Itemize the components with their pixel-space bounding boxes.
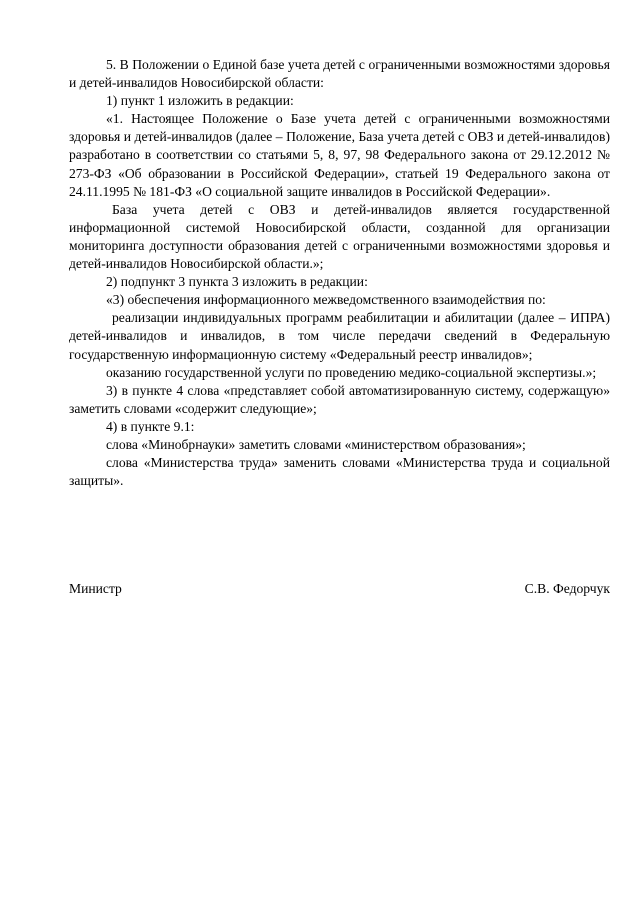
paragraph-intro: 5. В Положении о Единой базе учета детей с ограниченными возможностями здоровья и детей-инвалидов Новосибирской области:	[69, 57, 610, 91]
signature-block	[69, 580, 610, 598]
paragraph-ipra: реализации индивидуальных программ реабилитации и абилитации (далее – ИПРА) детей-инвалидов и инвалидов, в том числе передачи сведений в Федеральную государственную информационную систему «Федеральный реестр инвалидов»;	[69, 310, 610, 362]
paragraph-item-4: 4) в пункте 9.1:	[106, 418, 195, 434]
paragraph-quote-3: «3) обеспечения информационного межведомственного взаимодействия по:	[106, 292, 546, 308]
paragraph-minobr: слова «Минобрнауки» заметить словами «министерством образования»;	[106, 436, 526, 452]
signature-name: С.В. Федорчук	[524, 581, 610, 596]
paragraph-item-1: 1) пункт 1 изложить в редакции:	[106, 93, 294, 109]
paragraph-item-2: 2) подпункт 3 пункта 3 изложить в редакции:	[106, 274, 368, 290]
signature-title: Министр	[69, 581, 122, 596]
paragraph-database: База учета детей с ОВЗ и детей-инвалидов является государственной информационной системой Новосибирской области, созданной для организации мониторинга доступности образования детей с ограниченными возможностями здоровья и детей-инвалидов Новосибирской области.»;	[69, 201, 610, 272]
paragraph-quote-1: «1. Настоящее Положение о Базе учета детей с ограниченными возможностями здоровья и детей-инвалидов (далее – Положение, База учета детей с ОВЗ и детей-инвалидов) разработано в соответствии со статьями 5, 8, 97, 98 Федерального закона от 29.12.2012 № 273-ФЗ «Об образовании в Российской Федерации», статьей 19 Федерального закона от 24.11.1995 № 181-ФЗ «О социальной защите инвалидов в Российской Федерации».	[69, 111, 610, 199]
paragraph-mintrud: слова «Министерства труда» заменить словами «Министерства труда и социальной защиты».	[69, 455, 610, 489]
paragraph-service: оказанию государственной услуги по проведению медико-социальной экспертизы.»;	[106, 364, 597, 380]
paragraph-item-3: 3) в пункте 4 слова «представляет собой автоматизированную систему, содержащую» заметить словами «содержит следующие»;	[69, 382, 610, 416]
document-body	[69, 56, 610, 490]
